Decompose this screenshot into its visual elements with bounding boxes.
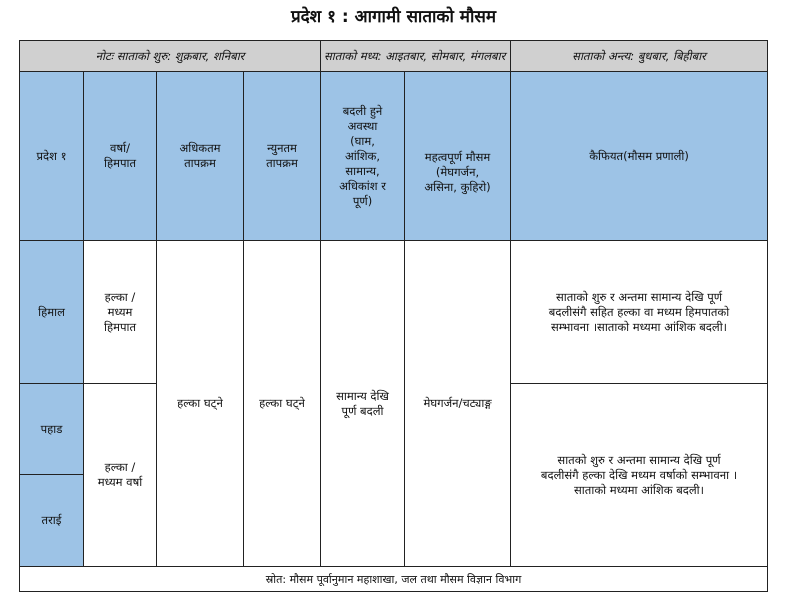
header-cloud-line: अधिकांश र (339, 178, 386, 193)
header-cloud-line: सामान्य, (345, 163, 380, 178)
precip-line: हल्का / (104, 460, 136, 474)
table-row-himal (20, 241, 768, 384)
header-min-line: न्युनतम (267, 141, 297, 155)
significant-weather-value (405, 241, 511, 567)
precip-line: हिमपात (103, 319, 137, 334)
lower-remarks (511, 384, 768, 567)
note-week-end (511, 41, 768, 72)
header-significant-weather (405, 72, 511, 241)
header-max-line: अधिकतम (179, 141, 221, 155)
source-text: स्रोत: मौसम पूर्वानुमान महाशाखा, जल तथा मौसम विज्ञान विभाग (20, 567, 768, 592)
note-start-days: शुक्रबार, शनिबार (174, 48, 245, 63)
remarks-line: बदलीसंगै सहित हल्का वा मध्यम हिमपातको (548, 304, 730, 319)
header-sig-line: असिना, कुहिरो) (424, 179, 491, 194)
note-end-label: साताको अन्त्य: (572, 48, 635, 63)
region-pahad (20, 384, 84, 475)
remarks-line: बदलीसंगै हल्का देखि मध्यम वर्षाको सम्भावना । (540, 467, 738, 482)
header-remarks (511, 72, 768, 241)
note-end-days: बुधबार, बिहीबार (637, 48, 706, 63)
himal-remarks (511, 241, 768, 384)
precip-line: मध्यम वर्षा (97, 475, 143, 489)
remarks-line: साताको शुरु र अन्तमा सामान्य देखि पूर्ण (555, 289, 723, 304)
significant-weather-text: मेघगर्जन/चट्याङ्ग (423, 396, 492, 410)
header-min-temp (244, 72, 321, 241)
header-row (20, 72, 768, 241)
region-terai-text: तराई (41, 513, 62, 527)
note-middle-days: आइतबार, सोमबार, मंगलबार (385, 48, 506, 63)
header-province-text: प्रदेश १ (36, 148, 67, 163)
header-precipitation (84, 72, 157, 241)
header-cloud-line: (घाम, (350, 133, 375, 148)
header-precip-line: वर्षा/ (110, 141, 130, 155)
header-precip-line: हिमपात (103, 156, 137, 170)
region-himal-text: हिमाल (38, 304, 65, 319)
remarks-line: साताको मध्यमा आंशिक बदली। (574, 482, 705, 497)
header-cloud-line: पूर्ण) (352, 193, 373, 208)
note-row (20, 41, 768, 72)
header-sig-line: महत्वपूर्ण मौसम (424, 149, 491, 164)
remarks-line: सातको शुरु र अन्तमा सामान्य देखि पूर्ण (557, 452, 721, 467)
note-week-middle (321, 41, 511, 72)
header-min-line: तापक्रम (266, 156, 298, 170)
header-cloud-line: अवस्था (347, 118, 378, 133)
header-max-temp (157, 72, 244, 241)
header-province (20, 72, 84, 241)
max-temp-value (157, 241, 244, 567)
note-start-label: नोटः साताको शुरु: (95, 48, 172, 63)
region-himal (20, 241, 84, 384)
header-cloud-condition (321, 72, 405, 241)
cloud-line: सामान्य देखि (336, 388, 389, 403)
page-title: प्रदेश १ : आगामी साताको मौसम (290, 7, 497, 27)
remarks-line: सम्भावना ।साताको मध्यमा आंशिक बदली। (551, 319, 728, 334)
region-terai (20, 475, 84, 567)
note-week-start (20, 41, 321, 72)
note-middle-label: साताको मध्य: (324, 48, 382, 63)
header-sig-line: (मेघगर्जन, (435, 164, 480, 179)
cloud-line: पूर्ण बदली (341, 403, 384, 418)
header-max-line: तापक्रम (184, 156, 216, 170)
precip-line: मध्यम (107, 304, 133, 319)
forecast-table (19, 40, 768, 592)
min-temp-value (244, 241, 321, 567)
cloud-condition-value (321, 241, 405, 567)
min-temp-text: हल्का घट्ने (259, 396, 305, 410)
precip-line: हल्का / (104, 289, 136, 304)
region-pahad-text: पहाड (40, 421, 63, 436)
header-cloud-line: आंशिक, (344, 148, 381, 163)
lower-precipitation (84, 384, 157, 567)
himal-precipitation (84, 241, 157, 384)
header-remarks-text: कैफियत(मौसम प्रणाली) (589, 148, 689, 163)
header-cloud-line: बदली हुने (342, 103, 383, 118)
max-temp-text: हल्का घट्ने (177, 396, 223, 410)
